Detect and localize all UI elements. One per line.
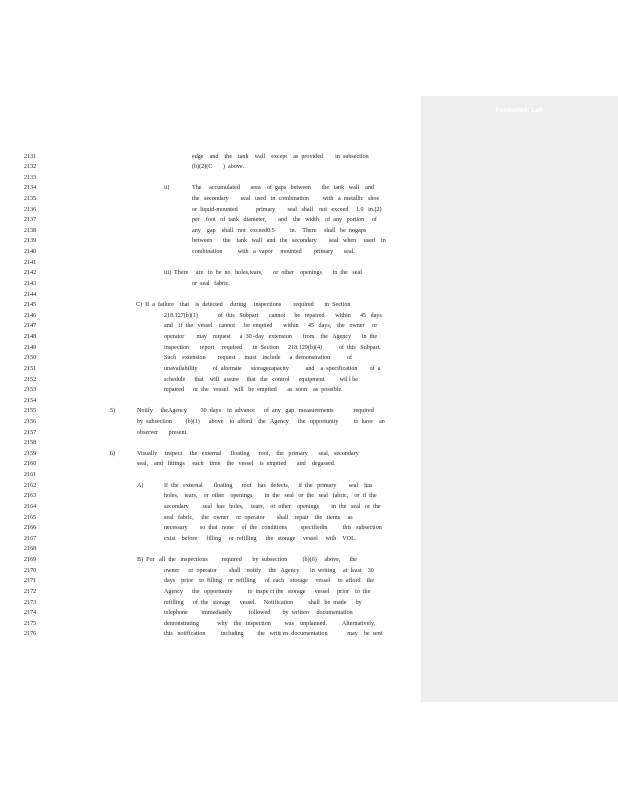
line-number: 2131 (24, 153, 37, 160)
line-number: 2158 (24, 440, 37, 447)
line-text: repaired or the vessel will be emptied as soon as possible. (164, 387, 343, 394)
line-number: 2146 (24, 312, 37, 319)
line-number: 2153 (24, 387, 37, 394)
line-text: or seal fabric. (192, 280, 230, 287)
line-number: 2168 (24, 546, 37, 553)
line-text: 218.127(b)(1) of this Subpart cannot be repaired within 45 days (164, 312, 382, 319)
line-text: unavailability of alternate storagecapacity and a specification of a (164, 365, 381, 372)
line-number: 2145 (24, 302, 37, 309)
formatting-note: Formatted: Left (495, 107, 544, 114)
line-number: 2170 (24, 567, 37, 574)
line-text: operator may request a 30 -day extension from the Agency in the (164, 334, 378, 341)
line-text: iii) There are to be no holes,tears, or other openings in the seal (164, 270, 362, 277)
line-number: 2135 (24, 195, 37, 202)
line-text: Agency the opportunity to inspe ct the storage vessel prior to the (164, 588, 371, 595)
line-text: B) For all the inspections required by subsection (b)(6) above, the (137, 557, 358, 564)
line-number: 2150 (24, 355, 37, 362)
line-text: inspection report required in Section 218.129(b)(4) of this Subpart. (164, 344, 381, 351)
line-number: 2152 (24, 376, 37, 383)
line-text: exist before filling or refilling the storage vessel with VOL. (164, 535, 357, 542)
line-number: 2137 (24, 217, 37, 224)
line-number: 2140 (24, 249, 37, 256)
line-text: Such extension request must include a demonstration of (164, 355, 353, 362)
line-number: 2134 (24, 185, 37, 192)
line-number: 2142 (24, 270, 37, 277)
line-text: refilling of the storage vessel. Notification shall be made by (164, 599, 362, 606)
line-number: 2139 (24, 238, 37, 245)
line-text: Visually inspect the external floating roof, the primary seal, secondary (137, 450, 359, 457)
line-text: owner or operator shall notify the Agency in writing at least 30 (164, 567, 374, 574)
line-text: schedule that will assure that the control equipment wil l be (164, 376, 358, 383)
line-number: 2132 (24, 164, 37, 171)
line-number: 2149 (24, 344, 37, 351)
line-text: per foot of tank diameter, and the width of any portion of (192, 217, 377, 224)
line-text: 6) (110, 450, 116, 457)
line-text: edge and the tank wall except as provided in subsection (192, 153, 369, 160)
line-text: any gap shall not exceed0.5 in. There shall be nogaps (192, 227, 367, 234)
line-text: between the tank wall and the secondary seal when used in (192, 238, 386, 245)
line-text: observer present. (137, 429, 188, 436)
line-text: ii) (164, 185, 170, 192)
line-text: telephone immediately followed by written documentation (164, 610, 353, 617)
line-text: and if the vessel cannot be emptied within 45 days, the owner or (164, 323, 378, 330)
line-number: 2156 (24, 419, 37, 425)
line-number: 2141 (24, 259, 37, 266)
line-text: secondary seal has holes, tears, or other openings in the seal or the (164, 503, 381, 510)
line-number: 2154 (24, 397, 37, 404)
line-number: 2171 (24, 578, 37, 585)
line-number: 2175 (24, 620, 37, 627)
line-number: 2165 (24, 514, 37, 521)
line-number: 2136 (24, 206, 37, 213)
line-number: 2166 (24, 525, 37, 532)
line-number: 2164 (24, 503, 37, 510)
line-number: 2155 (24, 408, 37, 415)
line-text: combination with a vapor mounted primary seal. (192, 249, 355, 256)
line-text: demonstrating why the inspection was unplanned. Alternatively, (164, 620, 376, 627)
line-text: holes, tears, or other openings in the seal or the seal fabric, or if the (164, 493, 377, 500)
line-number: 2162 (24, 482, 37, 489)
line-number: 2167 (24, 535, 37, 542)
line-text: seal, and fittings each time the vessel is emptied and degassed. (137, 461, 336, 468)
line-text: by subsection (b)(1) above to afford the Agency the opportunity to have an (137, 419, 385, 425)
line-number: 2133 (24, 174, 37, 181)
line-number: 2148 (24, 334, 37, 341)
line-text: (b)(2)(C ) above. (192, 164, 245, 171)
line-text: C) If a failure that is detected during inspections required in Section (136, 302, 351, 309)
line-text: the secondary seal used in combination with a metallic shoe (192, 195, 380, 202)
line-number: 2160 (24, 461, 37, 468)
line-text: days prior to filling or refilling of each storage vessel to afford the (164, 578, 375, 585)
line-number: 2159 (24, 450, 37, 457)
line-number: 2151 (24, 365, 37, 372)
line-text: necessary so that none of the conditions specifiedin this subsection (164, 525, 382, 532)
line-text: or liquid-mounted primary seal shall not exceed 1.0 in.(2) (192, 206, 382, 213)
line-number: 2147 (24, 323, 37, 330)
line-number: 2169 (24, 557, 37, 564)
line-number: 2172 (24, 588, 37, 595)
line-number: 2157 (24, 429, 37, 436)
line-number: 2143 (24, 280, 37, 287)
comment-sidebar (421, 96, 618, 702)
line-number: 2163 (24, 493, 37, 500)
line-text: The accumulated area of gaps between the tank wall and (192, 185, 375, 192)
line-number: 2176 (24, 631, 37, 638)
line-text: Notify theAgency 30 days in advance of any gap measurements required (137, 408, 374, 415)
line-number: 2138 (24, 227, 37, 234)
line-text: If the external floating roof has defects, if the primary seal has (164, 482, 373, 489)
line-number: 2174 (24, 610, 37, 617)
line-text: this notification including the writt en documentation may be sent (164, 631, 383, 638)
line-number: 2173 (24, 599, 37, 606)
line-number: 2161 (24, 472, 37, 479)
line-number: 2144 (24, 291, 37, 298)
line-text: A) (137, 482, 144, 489)
line-text: 5) (110, 408, 116, 415)
line-text: seal fabric, the owner or operator shall repair the items as (164, 514, 353, 521)
